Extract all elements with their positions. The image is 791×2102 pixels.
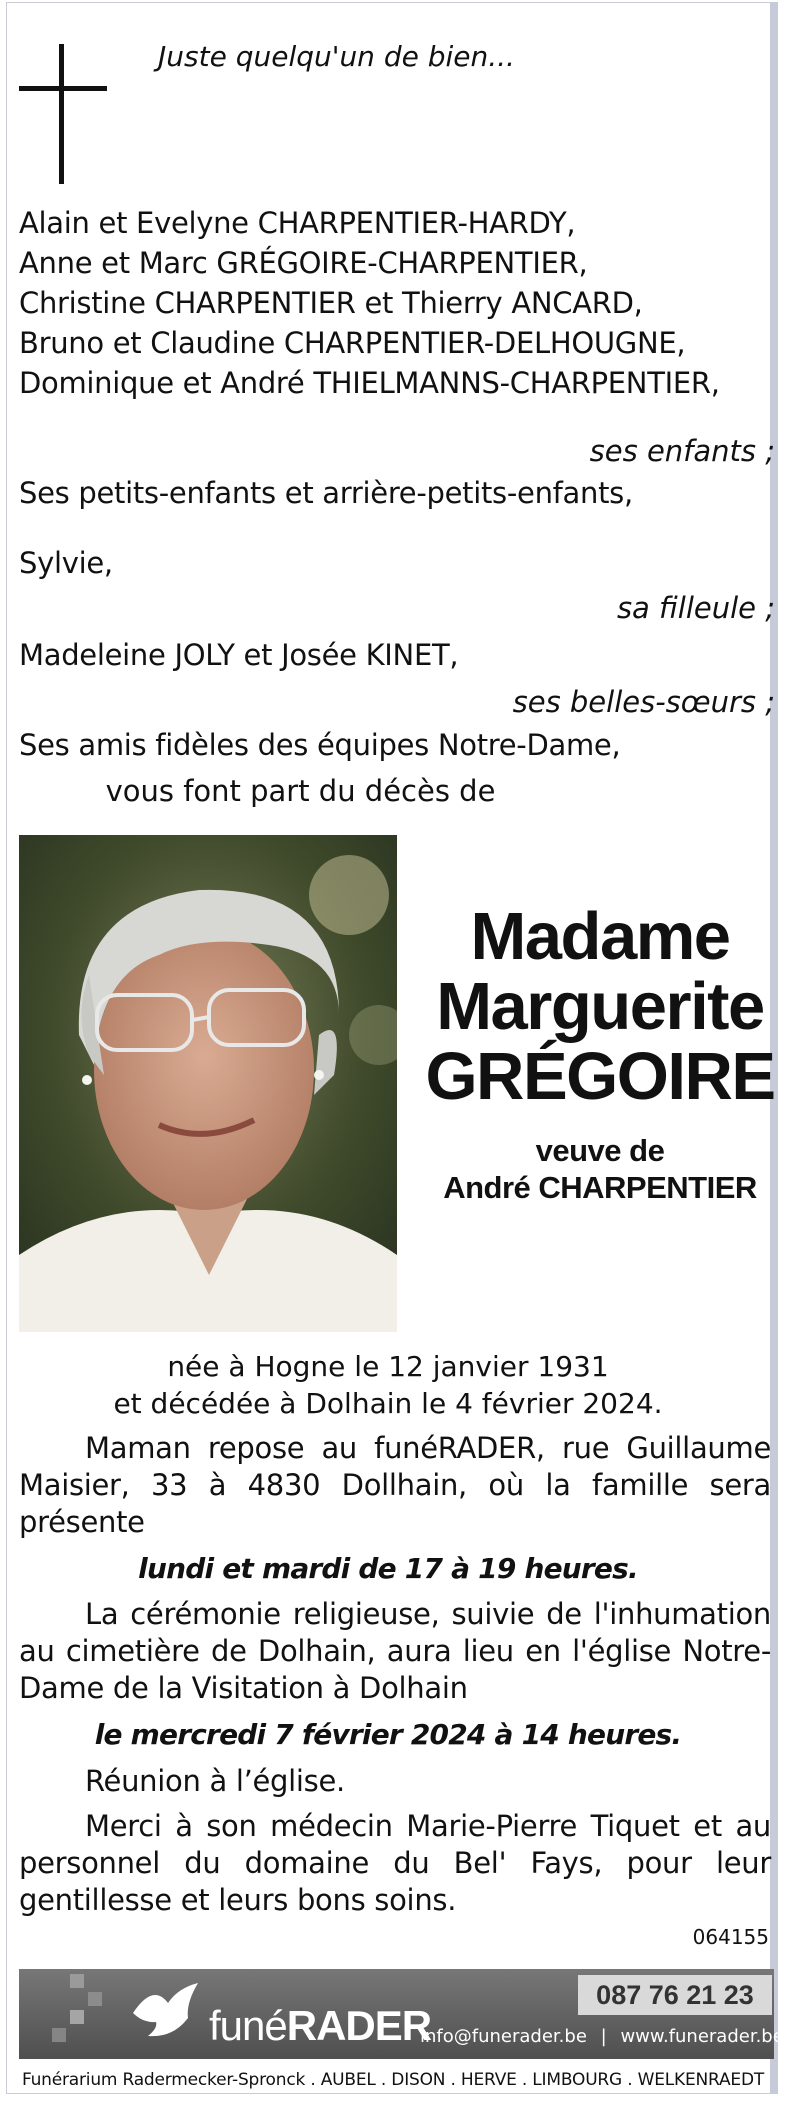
visiting-hours: lundi et mardi de 17 à 19 heures. [138, 1552, 638, 1585]
reunion-paragraph [19, 1763, 771, 1800]
logo-light-text: funé [209, 2002, 287, 2049]
child-line: Bruno et Claudine CHARPENTIER-DELHOUGNE, [19, 326, 686, 360]
grandchildren-line: Ses petits-enfants et arrière-petits-enfants, [19, 476, 633, 510]
contact-line [420, 2026, 784, 2047]
cross-icon [59, 44, 64, 184]
ceremony-paragraph [19, 1596, 771, 1707]
funerader-logo [209, 2002, 431, 2050]
cross-icon-bar [19, 86, 107, 91]
goddaughter-role: sa filleule ; [616, 591, 775, 625]
children-role: ses enfants ; [589, 434, 775, 468]
portrait-photo [19, 835, 397, 1332]
rest-text: Maman repose au funéRADER, rue Guillaume Maisier, 33 à 4830 Dollhain, où la famille sera présente [19, 1431, 771, 1539]
friends-line: Ses amis fidèles des équipes Notre-Dame, [19, 728, 621, 762]
goddaughter-line: Sylvie, [19, 546, 113, 580]
dove-icon [128, 1978, 208, 2048]
deceased-firstname: Marguerite [436, 969, 764, 1044]
email-text: info@funerader.be [420, 2026, 587, 2047]
funeral-home-locations: Funérarium Radermecker-Spronck . AUBEL . DISON . HERVE . LIMBOURG . WELKENRAEDT [21, 2070, 765, 2090]
sisters-in-law-role: ses belles-sœurs ; [512, 685, 775, 719]
thanks-paragraph [19, 1808, 771, 1919]
child-line: Dominique et André THIELMANNS-CHARPENTIER, [19, 366, 720, 400]
contact-separator: | [600, 2026, 607, 2047]
announce-line: vous font part du décès de [105, 774, 496, 808]
deceased-lastname: GRÉGOIRE [425, 1039, 775, 1114]
deceased-title: Madame [470, 899, 730, 974]
ceremony-text: La cérémonie religieuse, suivie de l'inhumation au cimetière de Dolhain, aura lieu en l'église Notre-Dame de la Visitation à Dolhain [19, 1597, 771, 1705]
motto: Juste quelqu'un de bien... [158, 40, 515, 73]
deceased-name-block [420, 899, 780, 1206]
child-line: Alain et Evelyne CHARPENTIER-HARDY, [19, 206, 576, 240]
reunion-text: Réunion à l’église. [85, 1764, 345, 1798]
website-text: www.funerader.be [620, 2026, 784, 2047]
portrait-illustration [19, 835, 397, 1332]
birth-line: née à Hogne le 12 janvier 1931 [167, 1350, 609, 1383]
reference-number: 064155 [692, 1925, 769, 1949]
thanks-text: Merci à son médecin Marie-Pierre Tiquet et au personnel du domaine du Bel' Fays, pour leur gentillesse et leurs bons soins. [19, 1809, 771, 1917]
phone-number: 087 76 21 23 [578, 1975, 772, 2015]
ceremony-date: le mercredi 7 février 2024 à 14 heures. [94, 1718, 682, 1751]
sisters-in-law-line: Madeleine JOLY et Josée KINET, [19, 638, 459, 672]
pixel-squares-icon [40, 1972, 120, 2052]
child-line: Christine CHARPENTIER et Thierry ANCARD, [19, 286, 643, 320]
widow-of: veuve de [535, 1133, 665, 1168]
logo-bold-text: RADER [286, 2002, 432, 2049]
death-line: et décédée à Dolhain le 4 février 2024. [113, 1387, 663, 1420]
spouse-name: André CHARPENTIER [443, 1170, 757, 1205]
child-line: Anne et Marc GRÉGOIRE-CHARPENTIER, [19, 246, 588, 280]
rest-paragraph [19, 1430, 771, 1541]
